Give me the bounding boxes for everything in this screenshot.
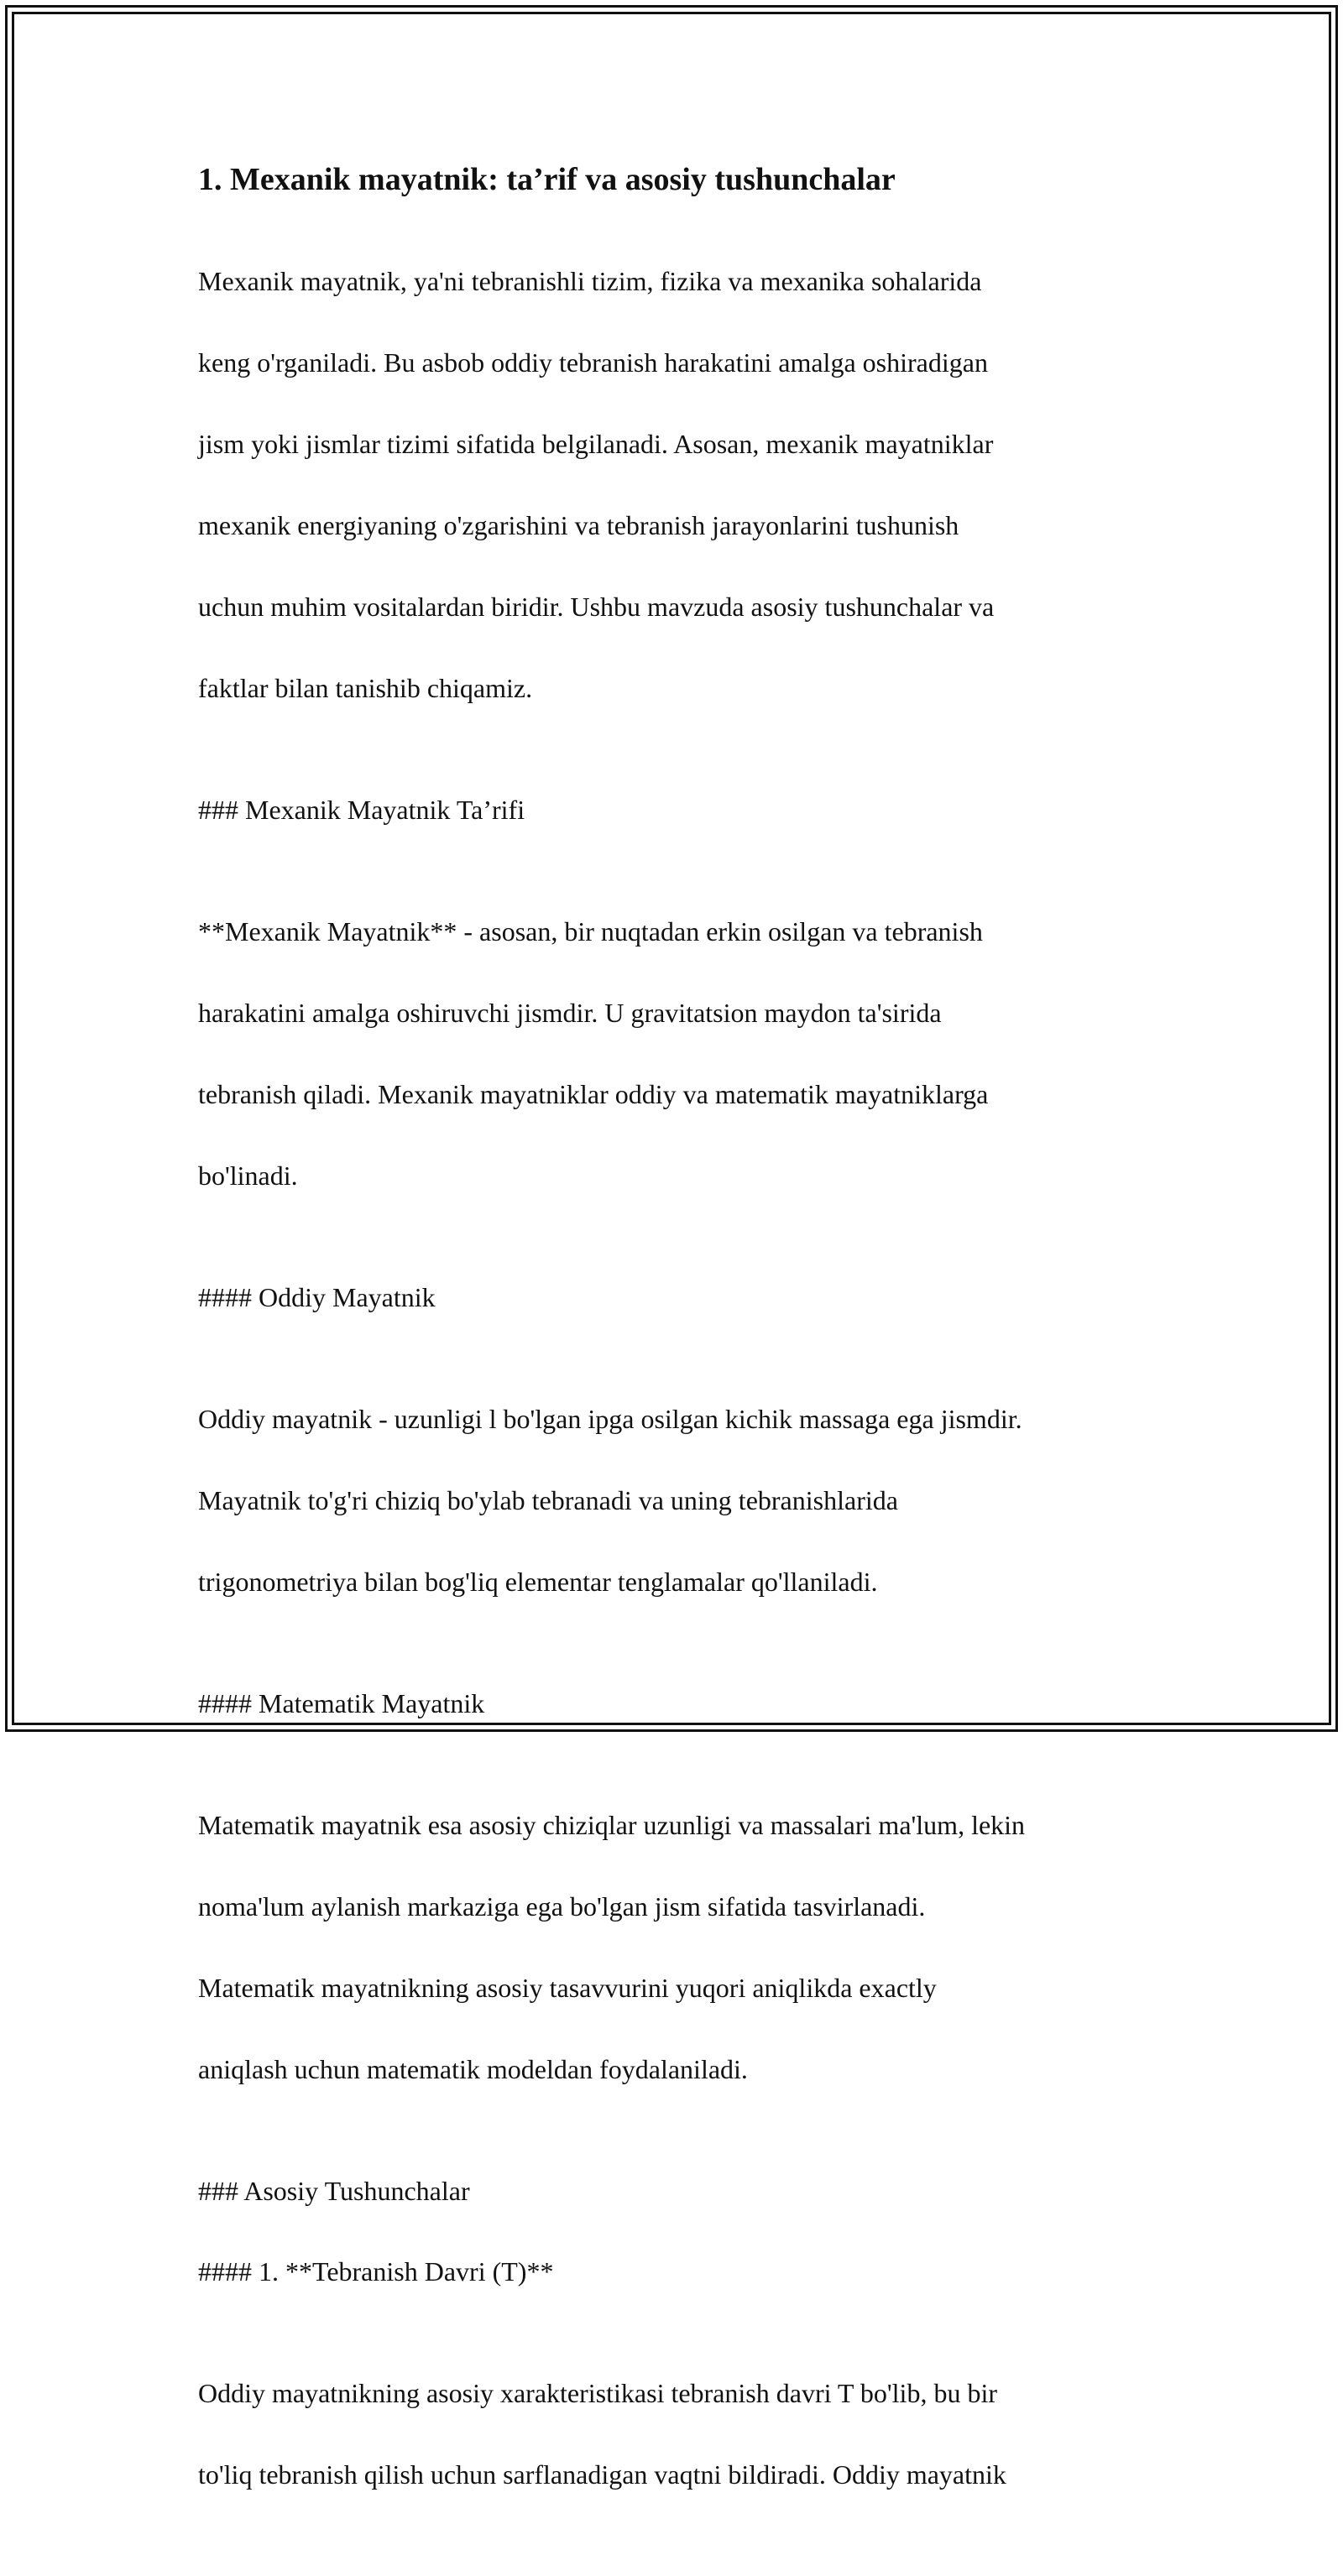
text-line: **Mexanik Mayatnik** - asosan, bir nuqtadan erkin osilgan va tebranish	[198, 915, 983, 946]
oscillation-period-paragraph	[198, 2333, 1155, 2537]
simple-pendulum-paragraph	[198, 1358, 1155, 1643]
mathematical-pendulum-paragraph	[198, 1764, 1155, 2130]
intro-paragraph	[198, 220, 1155, 749]
text-line: faktlar bilan tanishib chiqamiz.	[198, 672, 533, 703]
text-line: jism yoki jismlar tizimi sifatida belgilanadi. Asosan, mexanik mayatniklar	[198, 428, 994, 459]
text-line: Matematik mayatnikning asosiy tasavvurini yuqori aniqlikda exactly	[198, 1972, 937, 2003]
text-line: Oddiy mayatnikning asosiy xarakteristikasi tebranish davri T bo'lib, bu bir	[198, 2378, 997, 2408]
subsection-heading-mathematical-pendulum: #### Matematik Mayatnik	[198, 1687, 485, 1718]
text-line: tebranish qiladi. Mexanik mayatniklar oddiy va matematik mayatniklarga	[198, 1078, 989, 1109]
text-line: Oddiy mayatnik - uzunligi l bo'lgan ipga osilgan kichik massaga ega jismdir.	[198, 1403, 1022, 1434]
text-line: to'liq tebranish qilish uchun sarflanadigan vaqtni bildiradi. Oddiy mayatnik	[198, 2459, 1006, 2490]
text-line: Mayatnik to'g'ri chiziq bo'ylab tebranadi va uning tebranishlarida	[198, 1484, 898, 1515]
text-line: uchun muhim vositalardan biridir. Ushbu mavzuda asosiy tushunchalar va	[198, 591, 995, 622]
text-line: noma'lum aylanish markaziga ega bo'lgan jism sifatida tasvirlanadi.	[198, 1890, 926, 1922]
text-line: bo'linadi.	[198, 1160, 298, 1191]
document-title: 1. Mexanik mayatnik: ta’rif va asosiy tushunchalar	[198, 162, 896, 197]
definition-paragraph	[198, 870, 1155, 1237]
section-heading-basic-concepts: ### Asosiy Tushunchalar	[198, 2175, 470, 2206]
text-line: Matematik mayatnik esa asosiy chiziqlar uzunligi va massalari ma'lum, lekin	[198, 1809, 1026, 1840]
text-line: aniqlash uchun matematik modeldan foydalaniladi.	[198, 2053, 748, 2084]
subsection-heading-simple-pendulum: #### Oddiy Mayatnik	[198, 1281, 436, 1312]
document-body	[198, 158, 1155, 2576]
text-line: harakatini amalga oshiruvchi jismdir. U gravitatsion maydon ta'sirida	[198, 997, 942, 1028]
text-line: Mexanik mayatnik, ya'ni tebranishli tizim, fizika va mexanika sohalarida	[198, 265, 982, 296]
text-line: keng o'rganiladi. Bu asbob oddiy tebranish harakatini amalga oshiradigan	[198, 347, 988, 378]
text-line: trigonometriya bilan bog'liq elementar tenglamalar qo'llaniladi.	[198, 1566, 878, 1597]
text-line: mexanik energiyaning o'zgarishini va tebranish jarayonlarini tushunish	[198, 509, 959, 540]
section-heading-definition: ### Mexanik Mayatnik Ta’rifi	[198, 794, 525, 825]
subsection-heading-oscillation-period: #### 1. **Tebranish Davri (T)**	[198, 2256, 554, 2287]
